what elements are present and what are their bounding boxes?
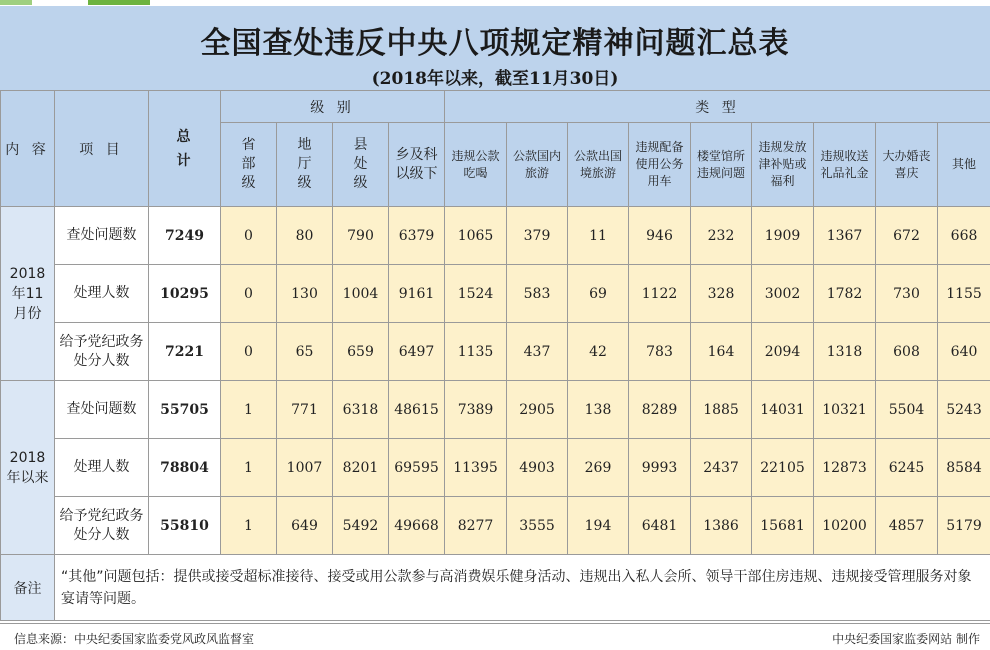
row-value: 6481 — [629, 497, 691, 555]
row-value: 2905 — [507, 381, 568, 439]
row-value: 1909 — [752, 207, 814, 265]
row-value: 1004 — [333, 265, 389, 323]
table-row — [1, 207, 990, 265]
header-type-6 — [814, 123, 876, 207]
page-title: 全国查处违反中央八项规定精神问题汇总表 — [0, 18, 990, 62]
row-value: 164 — [691, 323, 752, 381]
header-type-label: 公款国内旅游 — [511, 148, 563, 182]
header-type-5 — [752, 123, 814, 207]
row-value: 0 — [221, 265, 277, 323]
table-row — [1, 381, 990, 439]
row-value: 730 — [876, 265, 938, 323]
row-value: 1318 — [814, 323, 876, 381]
row-value: 15681 — [752, 497, 814, 555]
row-item — [55, 439, 149, 497]
row-value: 138 — [568, 381, 629, 439]
row-value: 1 — [221, 439, 277, 497]
row-value: 4903 — [507, 439, 568, 497]
row-total: 10295 — [149, 265, 221, 323]
row-value: 22105 — [752, 439, 814, 497]
row-value: 668 — [938, 207, 990, 265]
row-value: 8289 — [629, 381, 691, 439]
header-type-1 — [507, 123, 568, 207]
header-type-label: 违规配备使用公务用车 — [634, 139, 686, 190]
footer-maker: 中央纪委国家监委网站 制作 — [832, 630, 980, 647]
header-level-2 — [333, 123, 389, 207]
row-value: 790 — [333, 207, 389, 265]
section-label — [1, 381, 55, 555]
row-value: 194 — [568, 497, 629, 555]
row-value: 130 — [277, 265, 333, 323]
row-value: 9993 — [629, 439, 691, 497]
row-value: 783 — [629, 323, 691, 381]
row-item-label: 给予党纪政务处分人数 — [60, 333, 144, 371]
table-row — [1, 323, 990, 381]
header-content: 内 容 — [1, 91, 55, 207]
row-value: 8201 — [333, 439, 389, 497]
row-item — [55, 207, 149, 265]
row-value: 49668 — [389, 497, 445, 555]
remark-label: 备注 — [1, 555, 55, 621]
row-value: 69595 — [389, 439, 445, 497]
row-value: 0 — [221, 323, 277, 381]
row-item-label: 处理人数 — [60, 458, 144, 477]
section-label — [1, 207, 55, 381]
row-value: 1007 — [277, 439, 333, 497]
row-value: 1885 — [691, 381, 752, 439]
table-row — [1, 497, 990, 555]
row-value: 1155 — [938, 265, 990, 323]
table-row — [1, 265, 990, 323]
row-value: 5504 — [876, 381, 938, 439]
row-value: 8277 — [445, 497, 507, 555]
row-value: 437 — [507, 323, 568, 381]
row-item — [55, 323, 149, 381]
row-value: 583 — [507, 265, 568, 323]
row-value: 946 — [629, 207, 691, 265]
header-type-label: 违规收送礼品礼金 — [819, 148, 871, 182]
row-value: 6379 — [389, 207, 445, 265]
row-value: 6245 — [876, 439, 938, 497]
header-level-0 — [221, 123, 277, 207]
row-value: 640 — [938, 323, 990, 381]
row-value: 10321 — [814, 381, 876, 439]
row-value: 3555 — [507, 497, 568, 555]
remark-text: “其他”问题包括：提供或接受超标准接待、接受或用公款参与高消费娱乐健身活动、违规出入私人会所、领导干部住房违规、违规接受管理服务对象宴请等问题。 — [55, 555, 990, 621]
row-value: 649 — [277, 497, 333, 555]
header-item: 项 目 — [55, 91, 149, 207]
header-total: 总计 — [175, 125, 195, 173]
header-level-label: 地厅级 — [297, 136, 313, 193]
header-type-2 — [568, 123, 629, 207]
header-level-group: 级 别 — [221, 91, 445, 123]
row-value: 65 — [277, 323, 333, 381]
row-value: 1 — [221, 497, 277, 555]
title-banner — [0, 6, 990, 90]
row-value: 42 — [568, 323, 629, 381]
header-level-1 — [277, 123, 333, 207]
row-total: 7221 — [149, 323, 221, 381]
row-value: 1524 — [445, 265, 507, 323]
header-type-8 — [938, 123, 990, 207]
top-accent-left — [0, 0, 32, 5]
row-value: 12873 — [814, 439, 876, 497]
row-value: 1782 — [814, 265, 876, 323]
header-type-group: 类 型 — [445, 91, 990, 123]
row-value: 6497 — [389, 323, 445, 381]
header-type-label: 楼堂馆所违规问题 — [695, 148, 747, 182]
row-value: 48615 — [389, 381, 445, 439]
row-value: 232 — [691, 207, 752, 265]
row-value: 659 — [333, 323, 389, 381]
row-value: 4857 — [876, 497, 938, 555]
row-value: 11 — [568, 207, 629, 265]
header-type-label: 违规发放津补贴或福利 — [757, 139, 809, 190]
footer — [0, 623, 990, 650]
row-value: 1122 — [629, 265, 691, 323]
section-label-text: 2018年11月份 — [6, 264, 50, 324]
row-value: 1135 — [445, 323, 507, 381]
row-value: 1 — [221, 381, 277, 439]
header-type-4 — [691, 123, 752, 207]
row-item-label: 查处问题数 — [60, 400, 144, 419]
row-value: 608 — [876, 323, 938, 381]
row-value: 6318 — [333, 381, 389, 439]
row-value: 2094 — [752, 323, 814, 381]
header-level-label: 省部级 — [241, 136, 257, 193]
row-item — [55, 381, 149, 439]
row-value: 771 — [277, 381, 333, 439]
header-type-label: 违规公款吃喝 — [450, 148, 502, 182]
page-subtitle: (2018年以来，截至11月30日) — [0, 64, 990, 89]
row-item — [55, 497, 149, 555]
row-value: 8584 — [938, 439, 990, 497]
row-value: 3002 — [752, 265, 814, 323]
header-type-7 — [876, 123, 938, 207]
row-value: 5492 — [333, 497, 389, 555]
row-item-label: 给予党纪政务处分人数 — [60, 507, 144, 545]
row-value: 1065 — [445, 207, 507, 265]
summary-table — [0, 90, 990, 621]
row-total: 55705 — [149, 381, 221, 439]
header-type-label: 其他 — [938, 156, 990, 173]
row-value: 9161 — [389, 265, 445, 323]
row-value: 672 — [876, 207, 938, 265]
row-value: 80 — [277, 207, 333, 265]
header-level-label: 县处级 — [353, 136, 369, 193]
header-type-3 — [629, 123, 691, 207]
footer-source: 信息来源：中央纪委国家监委党风政风监督室 — [14, 630, 254, 647]
header-type-label: 大办婚丧喜庆 — [881, 148, 933, 182]
row-value: 2437 — [691, 439, 752, 497]
top-accent-right — [88, 0, 150, 5]
row-value: 5243 — [938, 381, 990, 439]
row-value: 328 — [691, 265, 752, 323]
row-item-label: 处理人数 — [60, 284, 144, 303]
row-total: 55810 — [149, 497, 221, 555]
row-value: 69 — [568, 265, 629, 323]
header-type-0 — [445, 123, 507, 207]
row-value: 14031 — [752, 381, 814, 439]
row-item-label: 查处问题数 — [60, 226, 144, 245]
header-level-3 — [389, 123, 445, 207]
row-value: 1386 — [691, 497, 752, 555]
section-label-text: 2018年以来 — [6, 448, 50, 488]
row-total: 78804 — [149, 439, 221, 497]
row-item — [55, 265, 149, 323]
row-total: 7249 — [149, 207, 221, 265]
table-row — [1, 439, 990, 497]
row-value: 0 — [221, 207, 277, 265]
row-value: 1367 — [814, 207, 876, 265]
row-value: 7389 — [445, 381, 507, 439]
row-value: 5179 — [938, 497, 990, 555]
header-level-label: 乡及科以级下 — [396, 146, 438, 184]
row-value: 11395 — [445, 439, 507, 497]
row-value: 10200 — [814, 497, 876, 555]
row-value: 379 — [507, 207, 568, 265]
row-value: 269 — [568, 439, 629, 497]
header-type-label: 公款出国境旅游 — [572, 148, 624, 182]
